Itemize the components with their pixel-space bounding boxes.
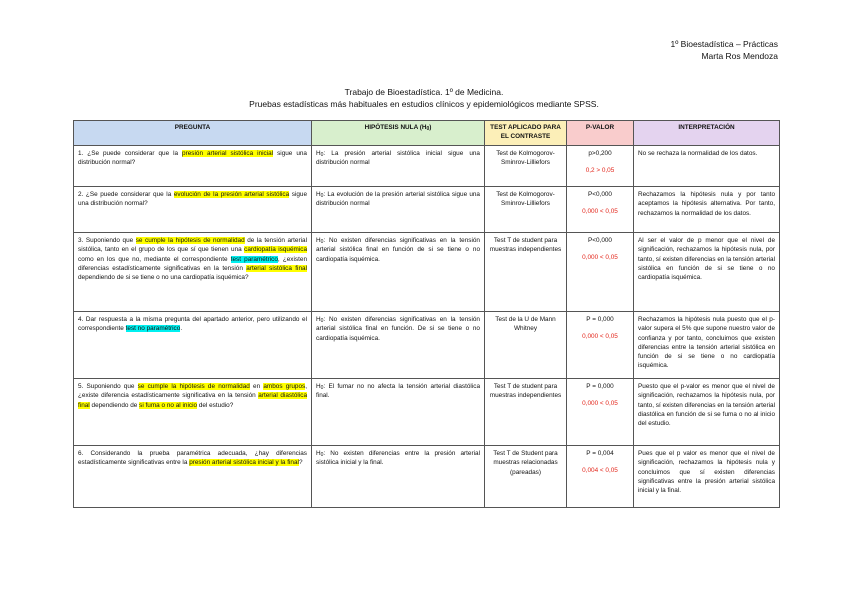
author-name: Marta Ros Mendoza xyxy=(701,51,778,61)
highlight: arterial diastólica final xyxy=(78,392,308,409)
document-title xyxy=(0,86,848,110)
test-cell: Test de Kolmogorov-Sminrov-Lilliefors xyxy=(485,146,567,187)
test-cell: Test T de student para muestras independientes xyxy=(485,233,567,312)
hypothesis-cell: $H_0$: La evolución de la presión arterial sistólica sigue una distribución normal xyxy=(312,187,485,233)
interpretation-cell: Rechazamos la hipótesis nula puesto que el p-valor supera el 5% que supone nuestro valor de confianza y por tanto, concluimos que existen diferencias entre la tensión arterial sistólica en función de si se tiene o no cardiopatía isquémica. xyxy=(634,312,780,379)
test-cell: Test de la U de Mann Whitney xyxy=(485,312,567,379)
highlight: arterial sistólica final xyxy=(246,264,307,272)
highlight: se cumple la hipótesis de normalidad xyxy=(137,383,250,390)
highlight: presión arterial sistólica inicial xyxy=(182,150,274,157)
pvalue-cell: p>0,200 0,2 > 0,05 xyxy=(567,146,634,187)
pvalue-cell: P = 0,004 0,004 < 0,05 xyxy=(567,446,634,508)
course-label: 1º Bioestadística – Prácticas xyxy=(670,39,778,49)
question-cell: 4. Dar respuesta a la misma pregunta del apartado anterior, pero utilizando el correspondiente test no paramétrico. xyxy=(74,312,312,379)
header-pvalor: P-VALOR xyxy=(567,121,634,146)
test-cell: Test T de Student para muestras relacionadas (pareadas) xyxy=(485,446,567,508)
tests-table xyxy=(73,120,780,508)
highlight: evolución de la presión arterial sistólica xyxy=(173,191,290,198)
question-cell: 2. ¿Se puede considerar que la evolución de la presión arterial sistólica sigue una distribución normal? xyxy=(74,187,312,233)
highlight: si fuma o no al inicio xyxy=(139,401,198,409)
table-row xyxy=(74,379,780,446)
highlight: test no paramétrico xyxy=(125,325,181,333)
test-cell: Test T de student para muestras independientes xyxy=(485,379,567,446)
pvalue-cell: P<0,000 0,000 < 0,05 xyxy=(567,233,634,312)
title-line-2: Pruebas estadísticas más habituales en estudios clínicos y epidemiológicos mediante SPSS. xyxy=(249,99,599,109)
table-header-row xyxy=(74,121,780,146)
test-cell: Test de Kolmogorov-Sminrov-Lilliefors xyxy=(485,187,567,233)
table-row xyxy=(74,146,780,187)
question-cell: 6. Considerando la prueba paramétrica adecuada, ¿hay diferencias estadísticamente significativas entre la presión arterial sistólica inicial y la final? xyxy=(74,446,312,508)
highlight: presión arterial sistólica inicial y la final xyxy=(189,459,299,467)
table-row xyxy=(74,446,780,508)
highlight: ambos grupos xyxy=(263,383,306,390)
hypothesis-cell: $H_0$: El fumar no no afecta la tensión arterial diastólica final. xyxy=(312,379,485,446)
question-cell: 3. Suponiendo que se cumple la hipótesis de normalidad de la tensión arterial sistólica, tanto en el grupo de los que sí que tienen una cardiopatía isquémica como en los que no, mediante el correspondiente test paramétrico, ¿existen diferencias estadísticamente significativas en la tensión arterial sistólica final dependiendo de si se tiene o no una cardiopatía isquémica? xyxy=(74,233,312,312)
header-pregunta: PREGUNTA xyxy=(74,121,312,146)
header-interpretacion: INTERPRETACIÓN xyxy=(634,121,780,146)
highlight: se cumple la hipótesis de normalidad xyxy=(135,237,245,244)
pvalue-cell: P = 0,000 0,000 < 0,05 xyxy=(567,312,634,379)
interpretation-cell: Al ser el valor de p menor que el nivel de significación, rechazamos la hipótesis nula, por tanto, sí existen diferencias en la tensión arterial sistólica en función de si se tiene o no cardiopatía isquémica. xyxy=(634,233,780,312)
interpretation-cell: Puesto que el p-valor es menor que el nivel de significación, rechazamos la hipótesis nula, por tanto, sí existen diferencias en la tensión arterial diastólica en función de si se fuma o no al inicio del estudio. xyxy=(634,379,780,446)
highlight: cardiopatía isquémica xyxy=(244,246,307,254)
pvalue-cell: P = 0,000 0,000 < 0,05 xyxy=(567,379,634,446)
interpretation-cell: Rechazamos la hipótesis nula y por tanto aceptamos la hipótesis alternativa. Por tanto, rechazamos la normalidad de los datos. xyxy=(634,187,780,233)
table-row xyxy=(74,233,780,312)
interpretation-cell: No se rechaza la normalidad de los datos. xyxy=(634,146,780,187)
table-row xyxy=(74,312,780,379)
header-hipotesis: HIPÓTESIS NULA $(H_0)$ xyxy=(312,121,485,146)
pvalue-cell: P<0,000 0,000 < 0,05 xyxy=(567,187,634,233)
page-header xyxy=(670,38,778,62)
interpretation-cell: Pues que el p valor es menor que el nivel de significación, rechazamos la hipótesis nula y concluimos que sí existen diferencias significativas entre la presión arterial sistólica inicial y la final. xyxy=(634,446,780,508)
title-line-1: Trabajo de Bioestadística. 1º de Medicina. xyxy=(344,87,504,97)
question-cell: 5. Suponiendo que se cumple la hipótesis de normalidad en ambos grupos, ¿existe diferencia estadísticamente significativa en la tensión arterial diastólica final dependiendo de si fuma o no al inicio del estudio? xyxy=(74,379,312,446)
hypothesis-cell: $H_0$: No existen diferencias significativas en la tensión arterial sistólica final en función. De si se tiene o no cardiopatía isquémica. xyxy=(312,312,485,379)
hypothesis-cell: $H_0$: No existen diferencias entre la presión arterial sistólica inicial y la final. xyxy=(312,446,485,508)
highlight: test paramétrico xyxy=(230,255,278,263)
table-row xyxy=(74,187,780,233)
hypothesis-cell: $H_0$: La presión arterial sistólica inicial sigue una distribución normal xyxy=(312,146,485,187)
header-test: TEST APLICADO PARA EL CONTRASTE xyxy=(485,121,567,146)
question-cell: 1. ¿Se puede considerar que la presión arterial sistólica inicial sigue una distribución normal? xyxy=(74,146,312,187)
hypothesis-cell: $H_0$: No existen diferencias significativas en la tensión arterial sistólica final en función de si se tiene o no cardiopatía isquémica. xyxy=(312,233,485,312)
